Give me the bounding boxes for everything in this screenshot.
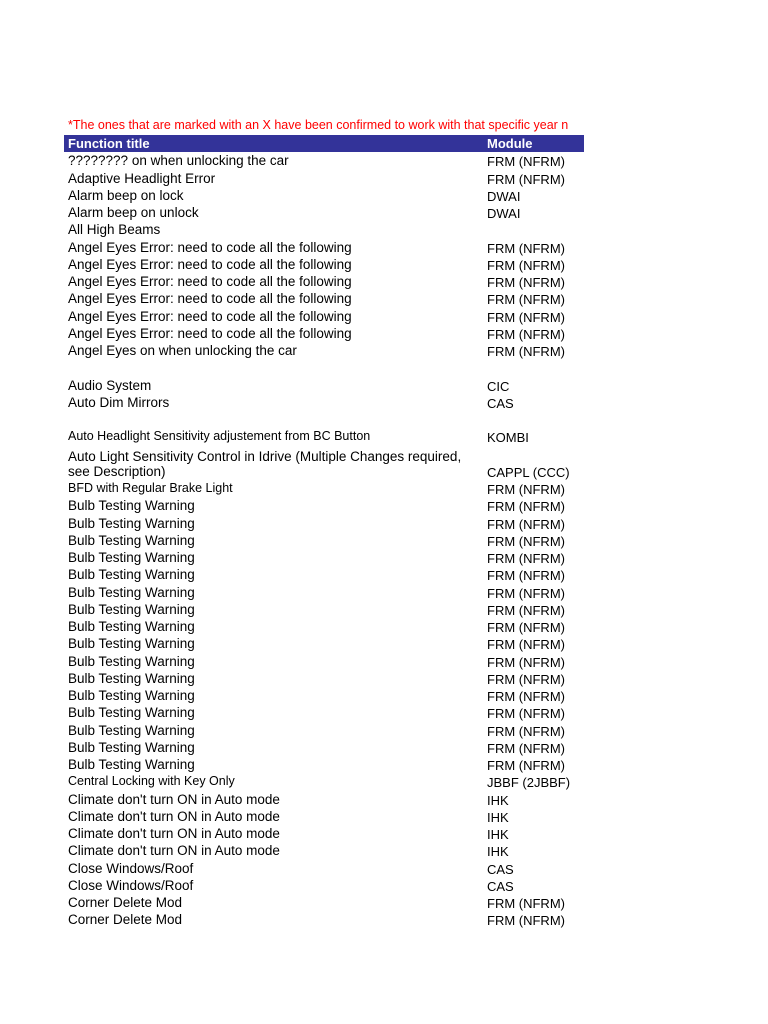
module-cell: JBBF (2JBBF)	[487, 775, 571, 791]
module-cell: FRM (NFRM)	[487, 292, 565, 308]
table-row	[64, 739, 584, 756]
table-row	[64, 497, 584, 514]
module-cell: FRM (NFRM)	[487, 706, 565, 722]
module-cell: FRM (NFRM)	[487, 740, 565, 756]
column-header-function-title: Function title	[68, 136, 150, 151]
module-cell: FRM (NFRM)	[487, 257, 565, 273]
table-row	[64, 187, 584, 204]
module-cell: FRM (NFRM)	[487, 637, 565, 653]
function-title-cell: Bulb Testing Warning	[68, 653, 195, 669]
function-title-cell: Bulb Testing Warning	[68, 515, 195, 531]
function-title-cell: Bulb Testing Warning	[68, 757, 195, 772]
table-row	[64, 652, 584, 669]
module-cell: FRM (NFRM)	[487, 344, 565, 359]
table-row	[64, 877, 584, 894]
table-body	[64, 152, 584, 928]
function-title-cell: Bulb Testing Warning	[68, 567, 195, 583]
table-row	[64, 618, 584, 635]
function-title-cell: Climate don't turn ON in Auto mode	[68, 791, 280, 807]
module-cell: FRM (NFRM)	[487, 568, 565, 584]
module-cell: FRM (NFRM)	[487, 551, 565, 566]
function-title-cell: Close Windows/Roof	[68, 860, 194, 876]
function-title-cell: Angel Eyes Error: need to code all the following	[68, 274, 352, 289]
table-row	[64, 601, 584, 618]
module-cell: KOMBI	[487, 430, 529, 446]
module-cell: FRM (NFRM)	[487, 758, 565, 773]
table-row	[64, 290, 584, 307]
table-row	[64, 842, 584, 859]
module-cell: IHK	[487, 844, 509, 860]
table-row	[64, 256, 584, 273]
table-row	[64, 204, 584, 221]
function-title-cell: Angel Eyes Error: need to code all the following	[68, 308, 352, 324]
confirmation-note: *The ones that are marked with an X have been confirmed to work with that specific year n	[68, 118, 569, 132]
module-cell: FRM (NFRM)	[487, 654, 565, 670]
function-title-cell: Auto Dim Mirrors	[68, 394, 170, 410]
table-row	[64, 307, 584, 324]
module-cell: CAS	[487, 395, 514, 411]
function-title-cell: Close Windows/Roof	[68, 877, 194, 893]
function-title-cell: Angel Eyes on when unlocking the car	[68, 343, 297, 358]
table-row	[64, 532, 584, 549]
module-cell: FRM (NFRM)	[487, 723, 565, 739]
function-title-cell: Bulb Testing Warning	[68, 636, 195, 652]
function-title-cell: Bulb Testing Warning	[68, 498, 195, 514]
module-cell: FRM (NFRM)	[487, 309, 565, 325]
empty-row	[64, 411, 584, 428]
function-title-cell: ???????? on when unlocking the car	[68, 153, 289, 169]
table-row	[64, 273, 584, 290]
module-cell: CIC	[487, 378, 510, 394]
function-title-cell: BFD with Regular Brake Light	[68, 481, 233, 495]
function-title-cell: Alarm beep on unlock	[68, 205, 199, 220]
function-title-cell: Angel Eyes Error: need to code all the following	[68, 291, 352, 307]
module-cell: CAPPL (CCC)	[487, 464, 570, 480]
module-cell: FRM (NFRM)	[487, 154, 565, 170]
module-cell: FRM (NFRM)	[487, 689, 565, 704]
table-row	[64, 721, 584, 738]
function-title-cell: Corner Delete Mod	[68, 912, 183, 928]
function-title-cell: Central Locking with Key Only	[68, 774, 235, 789]
module-cell: CAS	[487, 861, 514, 877]
table-row	[64, 670, 584, 687]
function-title-cell: Angel Eyes Error: need to code all the following	[68, 239, 352, 255]
table-row	[64, 325, 584, 342]
empty-row	[64, 359, 584, 376]
table-row	[64, 238, 584, 255]
module-cell: FRM (NFRM)	[487, 896, 565, 911]
function-title-cell: Adaptive Headlight Error	[68, 170, 216, 186]
module-cell: FRM (NFRM)	[487, 482, 565, 497]
table-row	[64, 773, 584, 790]
function-title-cell: Bulb Testing Warning	[68, 584, 195, 600]
function-title-cell: Bulb Testing Warning	[68, 550, 195, 565]
function-title-cell: Corner Delete Mod	[68, 895, 183, 910]
function-title-cell: Alarm beep on lock	[68, 187, 184, 203]
module-cell: FRM (NFRM)	[487, 620, 565, 635]
function-title-cell: Climate don't turn ON in Auto mode	[68, 808, 280, 824]
table-row	[64, 445, 584, 480]
table-row	[64, 342, 584, 359]
table-row	[64, 394, 584, 411]
table-row	[64, 221, 584, 238]
function-title-cell: Bulb Testing Warning	[68, 670, 195, 686]
function-title-cell: Auto Light Sensitivity Control in Idrive (Multiple Changes required, see Description)	[68, 448, 462, 479]
module-cell: FRM (NFRM)	[487, 516, 565, 532]
function-title-cell: Climate don't turn ON in Auto mode	[68, 826, 280, 841]
module-cell: FRM (NFRM)	[487, 326, 565, 342]
module-cell: FRM (NFRM)	[487, 671, 565, 687]
module-cell: FRM (NFRM)	[487, 275, 565, 290]
table-row	[64, 376, 584, 393]
table-row	[64, 808, 584, 825]
function-title-cell: Bulb Testing Warning	[68, 688, 195, 703]
module-cell: DWAI	[487, 188, 521, 204]
table-row	[64, 894, 584, 911]
function-title-cell: Angel Eyes Error: need to code all the following	[68, 256, 352, 272]
module-cell: FRM (NFRM)	[487, 913, 565, 929]
table-row	[64, 790, 584, 807]
function-title-cell: Bulb Testing Warning	[68, 619, 195, 634]
module-cell: FRM (NFRM)	[487, 171, 565, 187]
module-cell: FRM (NFRM)	[487, 602, 565, 618]
function-title-cell: Bulb Testing Warning	[68, 722, 195, 738]
function-title-cell: Bulb Testing Warning	[68, 601, 195, 617]
table-row	[64, 152, 584, 169]
table-row	[64, 825, 584, 842]
module-cell: FRM (NFRM)	[487, 240, 565, 256]
module-cell: IHK	[487, 827, 509, 842]
table-row	[64, 566, 584, 583]
module-cell: FRM (NFRM)	[487, 585, 565, 601]
table-row	[64, 549, 584, 566]
function-title-cell: Audio System	[68, 377, 152, 393]
table-row	[64, 514, 584, 531]
table-row	[64, 635, 584, 652]
table-row	[64, 169, 584, 186]
module-cell: IHK	[487, 792, 509, 808]
column-header-module: Module	[487, 136, 533, 151]
module-cell: CAS	[487, 878, 514, 894]
table-row	[64, 687, 584, 704]
function-title-cell: Bulb Testing Warning	[68, 739, 195, 755]
function-title-cell: Bulb Testing Warning	[68, 705, 195, 721]
table-row	[64, 756, 584, 773]
function-title-cell: Auto Headlight Sensitivity adjustement from BC Button	[68, 429, 371, 444]
table-row	[64, 911, 584, 928]
table-row	[64, 480, 584, 497]
function-title-cell: Angel Eyes Error: need to code all the following	[68, 325, 352, 341]
module-cell: DWAI	[487, 206, 521, 221]
table-row	[64, 859, 584, 876]
module-cell: IHK	[487, 809, 509, 825]
function-title-cell: Bulb Testing Warning	[68, 532, 195, 548]
module-cell: FRM (NFRM)	[487, 533, 565, 549]
table-header	[64, 135, 584, 152]
module-cell: FRM (NFRM)	[487, 499, 565, 515]
table-row	[64, 583, 584, 600]
function-title-cell: Climate don't turn ON in Auto mode	[68, 843, 280, 859]
function-title-cell: All High Beams	[68, 222, 161, 238]
table-row	[64, 704, 584, 721]
table-row	[64, 428, 584, 445]
